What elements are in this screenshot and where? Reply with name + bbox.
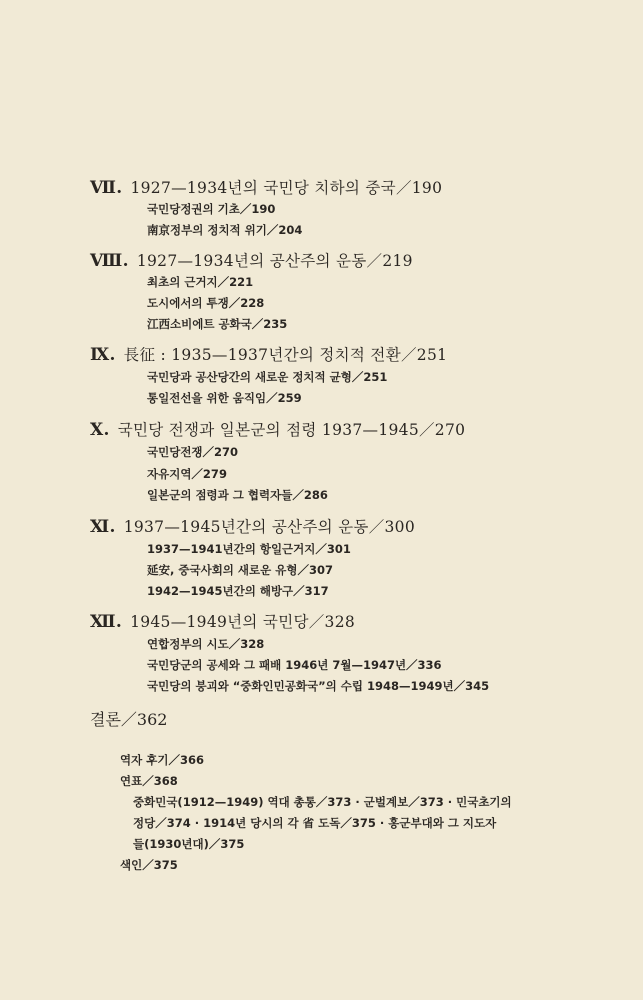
chapter-7-section-2: 南京정부의 정치적 위기／204: [147, 223, 303, 237]
chapter-11-section-3: 1942—1945년간의 해방구／317: [147, 584, 329, 598]
chapter-7-numeral: Ⅶ.: [90, 178, 123, 198]
appendix-translator-afterword: 역자 후기／366: [120, 753, 204, 767]
chapter-10-numeral: Ⅹ.: [90, 420, 110, 440]
chapter-7-section-1: 국민당정권의 기초／190: [147, 202, 276, 216]
chapter-9-title: 長征 : 1935—1937년간의 정치적 전환／251: [123, 346, 448, 364]
chapter-7-heading: [90, 176, 442, 198]
chapter-8-numeral: Ⅷ.: [90, 251, 129, 271]
chapter-10-heading: [90, 418, 465, 440]
chapter-10-section-3: 일본군의 점령과 그 협력자들／286: [147, 488, 328, 502]
chapter-12-heading: [90, 610, 355, 632]
appendix-detail-line-1: 중화민국(1912—1949) 역대 총통／373 · 군벌계보／373 · 민국초기의: [133, 795, 512, 809]
chapter-12-section-3: 국민당의 붕괴와 “중화인민공화국”의 수립 1948—1949년／345: [147, 679, 490, 693]
conclusion-entry: 결론／362: [90, 710, 168, 729]
chapter-11-numeral: Ⅺ.: [90, 517, 116, 537]
chapter-10-section-1: 국민당전쟁／270: [147, 445, 239, 459]
chapter-11-heading: [90, 515, 415, 537]
chapter-10-title: 국민당 전쟁과 일본군의 점령 1937—1945／270: [117, 421, 466, 439]
chapter-12-section-1: 연합정부의 시도／328: [147, 637, 265, 651]
chapter-9-section-1: 국민당과 공산당간의 새로운 정치적 균형／251: [147, 370, 388, 384]
chapter-8-section-3: 江西소비에트 공화국／235: [147, 317, 288, 331]
chapter-10-section-2: 자유지역／279: [147, 467, 227, 481]
chapter-8-heading: [90, 249, 413, 271]
chapter-11-title: 1937—1945년간의 공산주의 운동／300: [123, 518, 415, 536]
chapter-11-section-2: 延安, 중국사회의 새로운 유형／307: [147, 563, 333, 577]
chapter-9-heading: [90, 343, 447, 365]
appendix-chronology: 연표／368: [120, 774, 178, 788]
chapter-9-numeral: Ⅸ.: [90, 345, 116, 365]
appendix-detail-line-3: 들(1930년대)／375: [133, 837, 245, 851]
chapter-12-title: 1945—1949년의 국민당／328: [130, 613, 356, 631]
chapter-8-section-1: 최초의 근거지／221: [147, 275, 254, 289]
chapter-12-numeral: Ⅻ.: [90, 612, 123, 632]
chapter-12-section-2: 국민당군의 공세와 그 패배 1946년 7월—1947년／336: [147, 658, 442, 672]
chapter-7-title: 1927—1934년의 국민당 치하의 중국／190: [130, 179, 443, 197]
chapter-9-section-2: 통일전선을 위한 움직임／259: [147, 391, 302, 405]
chapter-8-title: 1927—1934년의 공산주의 운동／219: [136, 252, 413, 270]
chapter-11-section-1: 1937—1941년간의 항일근거지／301: [147, 542, 351, 556]
appendix-index: 색인／375: [120, 858, 178, 872]
chapter-8-section-2: 도시에서의 투쟁／228: [147, 296, 265, 310]
appendix-detail-line-2: 정당／374 · 1914년 당시의 각 省 도독／375 · 홍군부대와 그 지도자: [133, 816, 497, 830]
